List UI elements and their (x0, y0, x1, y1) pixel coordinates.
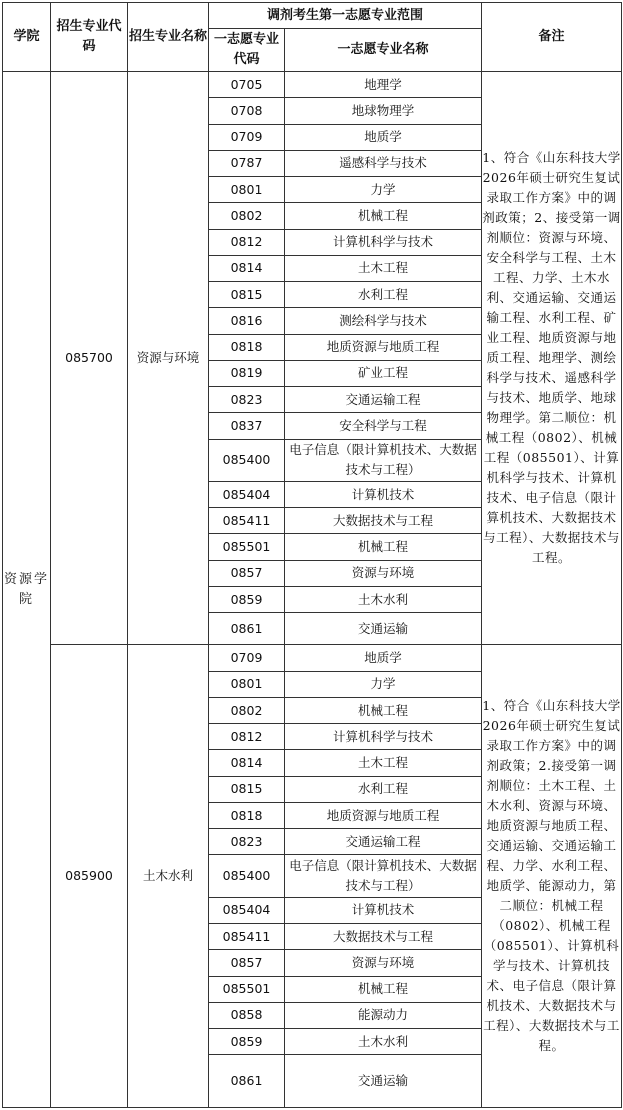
first-choice-name: 交通运输 (285, 613, 482, 645)
first-choice-code: 085400 (209, 439, 285, 481)
first-choice-code: 0801 (209, 177, 285, 203)
first-choice-name: 遥感科学与技术 (285, 150, 482, 176)
first-choice-name: 土木工程 (285, 750, 482, 776)
first-choice-name: 土木工程 (285, 255, 482, 281)
first-choice-code: 0708 (209, 98, 285, 124)
first-choice-code: 0858 (209, 1002, 285, 1028)
header-major-name: 招生专业名称 (128, 3, 209, 72)
first-choice-code: 0705 (209, 72, 285, 98)
first-choice-name: 土木水利 (285, 1029, 482, 1055)
first-choice-code: 0815 (209, 776, 285, 802)
first-choice-code: 085411 (209, 924, 285, 950)
first-choice-code: 0818 (209, 802, 285, 828)
first-choice-code: 0802 (209, 203, 285, 229)
header-college: 学院 (3, 3, 51, 72)
first-choice-name: 水利工程 (285, 282, 482, 308)
first-choice-name: 安全科学与工程 (285, 413, 482, 439)
header-remark: 备注 (482, 3, 622, 72)
first-choice-code: 0814 (209, 255, 285, 281)
first-choice-name: 计算机技术 (285, 897, 482, 923)
header-major-code: 招生专业代码 (51, 3, 128, 72)
major-name: 土木水利 (128, 645, 209, 1108)
first-choice-code: 085411 (209, 508, 285, 534)
first-choice-code: 0819 (209, 360, 285, 386)
first-choice-code: 0857 (209, 950, 285, 976)
first-choice-code: 0709 (209, 645, 285, 671)
first-choice-name: 地质资源与地质工程 (285, 802, 482, 828)
first-choice-name: 机械工程 (285, 203, 482, 229)
first-choice-name: 大数据技术与工程 (285, 924, 482, 950)
first-choice-code: 0801 (209, 671, 285, 697)
first-choice-code: 085400 (209, 855, 285, 897)
first-choice-code: 0818 (209, 334, 285, 360)
first-choice-name: 地球物理学 (285, 98, 482, 124)
first-choice-code: 0709 (209, 124, 285, 150)
table-row (3, 645, 622, 671)
first-choice-code: 085501 (209, 534, 285, 560)
first-choice-code: 0812 (209, 724, 285, 750)
first-choice-name: 电子信息（限计算机技术、大数据技术与工程） (285, 439, 482, 481)
first-choice-code: 0837 (209, 413, 285, 439)
table-row (3, 72, 622, 98)
header-scope: 调剂考生第一志愿专业范围 (209, 3, 482, 29)
first-choice-name: 交通运输 (285, 1055, 482, 1108)
first-choice-code: 0861 (209, 1055, 285, 1108)
first-choice-name: 大数据技术与工程 (285, 508, 482, 534)
first-choice-name: 计算机科学与技术 (285, 229, 482, 255)
first-choice-name: 交通运输工程 (285, 387, 482, 413)
first-choice-name: 地质学 (285, 645, 482, 671)
first-choice-name: 土木水利 (285, 586, 482, 612)
remark: 1、符合《山东科技大学2026年硕士研究生复试录取工作方案》中的调剂政策；2、接受第一调剂顺位：资源与环境、安全科学与工程、土木工程、力学、土木水利、交通运输、交通运输工程、水利工程、矿业工程、地质资源与地质工程、地理学、测绘科学与技术、遥感科学与技术、地质学、地球物理学。第二顺位：机械工程（0802）、机械工程（085501）、计算机科学与技术、计算机技术、电子信息（限计算机技术、大数据技术与工程）、大数据技术与工程。 (482, 72, 622, 645)
first-choice-name: 资源与环境 (285, 560, 482, 586)
college-name: 资源学院 (3, 72, 51, 1108)
table-body (3, 72, 622, 1108)
first-choice-code: 0802 (209, 697, 285, 723)
first-choice-code: 0815 (209, 282, 285, 308)
first-choice-code: 0812 (209, 229, 285, 255)
first-choice-name: 资源与环境 (285, 950, 482, 976)
first-choice-code: 0859 (209, 1029, 285, 1055)
first-choice-code: 0823 (209, 829, 285, 855)
first-choice-code: 0861 (209, 613, 285, 645)
first-choice-name: 能源动力 (285, 1002, 482, 1028)
first-choice-code: 0787 (209, 150, 285, 176)
first-choice-name: 机械工程 (285, 976, 482, 1002)
first-choice-name: 计算机科学与技术 (285, 724, 482, 750)
major-name: 资源与环境 (128, 72, 209, 645)
first-choice-name: 地质资源与地质工程 (285, 334, 482, 360)
first-choice-code: 0823 (209, 387, 285, 413)
adjustment-table (2, 2, 622, 1108)
major-code: 085700 (51, 72, 128, 645)
first-choice-name: 力学 (285, 177, 482, 203)
first-choice-name: 计算机技术 (285, 481, 482, 507)
header-first-name: 一志愿专业名称 (285, 29, 482, 72)
first-choice-name: 地理学 (285, 72, 482, 98)
first-choice-name: 地质学 (285, 124, 482, 150)
first-choice-name: 矿业工程 (285, 360, 482, 386)
first-choice-name: 交通运输工程 (285, 829, 482, 855)
first-choice-name: 机械工程 (285, 697, 482, 723)
first-choice-code: 0814 (209, 750, 285, 776)
first-choice-code: 085501 (209, 976, 285, 1002)
first-choice-name: 机械工程 (285, 534, 482, 560)
first-choice-code: 0816 (209, 308, 285, 334)
first-choice-code: 085404 (209, 481, 285, 507)
major-code: 085900 (51, 645, 128, 1108)
first-choice-code: 0859 (209, 586, 285, 612)
remark: 1、符合《山东科技大学2026年硕士研究生复试录取工作方案》中的调剂政策；2.接受第一调剂顺位：土木工程、土木水利、资源与环境、地质资源与地质工程、交通运输、交通运输工程、力学、水利工程、地质学、能源动力，第二顺位：机械工程（0802）、机械工程（085501）、计算机科学与技术、计算机技术、电子信息（限计算机技术、大数据技术与工程）、大数据技术与工程。 (482, 645, 622, 1108)
first-choice-name: 水利工程 (285, 776, 482, 802)
first-choice-code: 0857 (209, 560, 285, 586)
first-choice-name: 测绘科学与技术 (285, 308, 482, 334)
header-first-code: 一志愿专业代码 (209, 29, 285, 72)
first-choice-name: 力学 (285, 671, 482, 697)
first-choice-code: 085404 (209, 897, 285, 923)
first-choice-name: 电子信息（限计算机技术、大数据技术与工程） (285, 855, 482, 897)
